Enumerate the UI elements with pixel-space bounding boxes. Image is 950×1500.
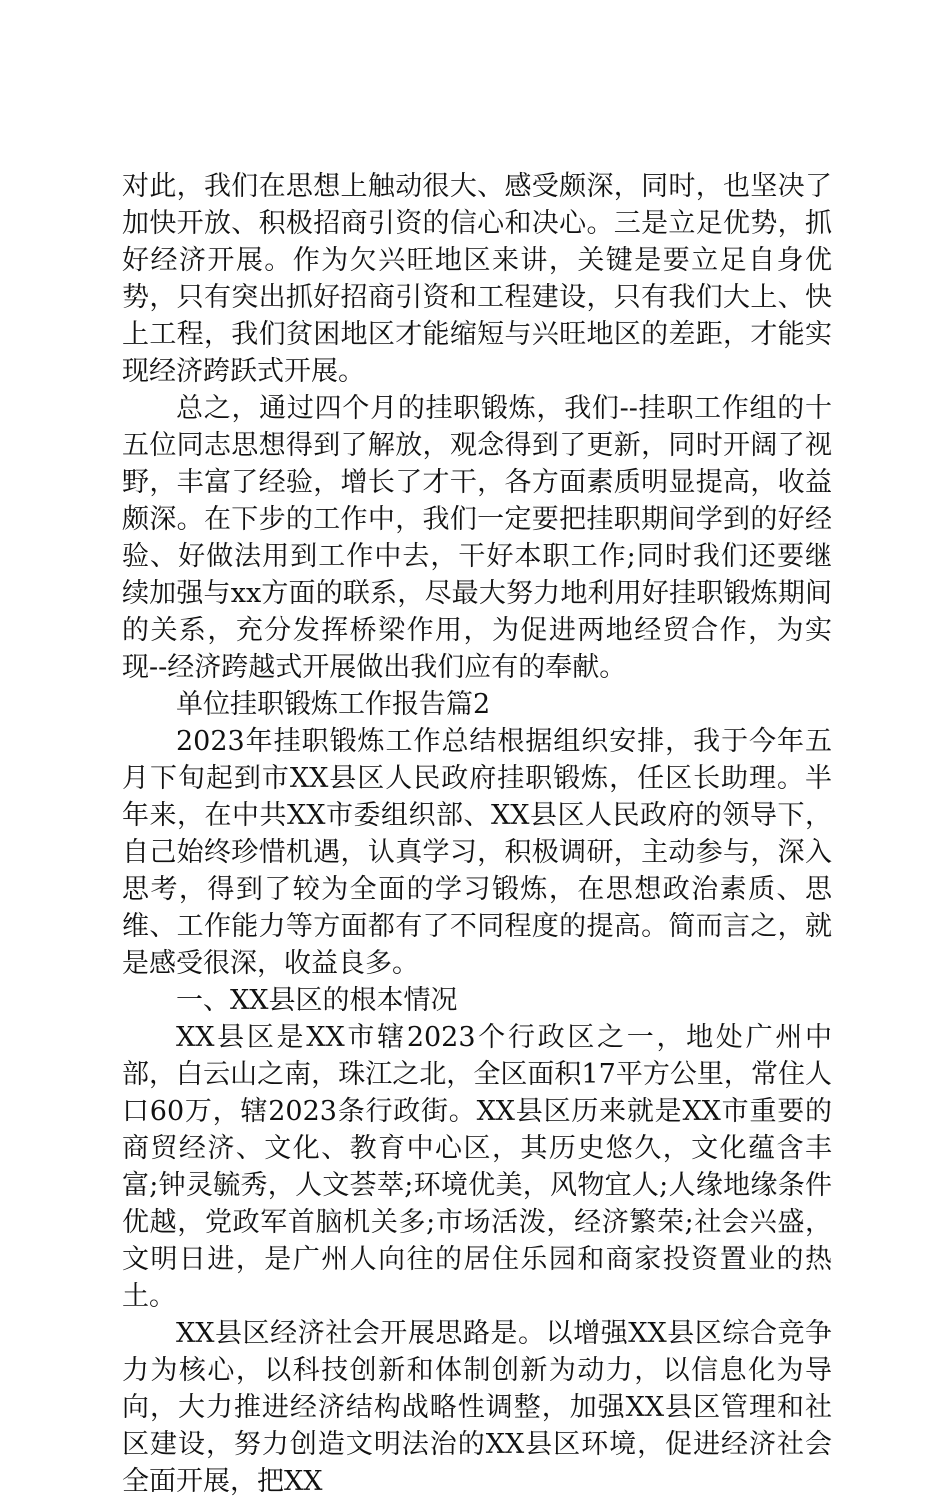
section-heading-basic-situation: 一、XX县区的根本情况 [176, 985, 458, 1016]
paragraph-4: XX县区是XX市辖2023个行政区之一，地处广州中部，白云山之南，珠江之北，全区面积17平方公里，常住人口60万，辖2023条行政街。XX县区历来就是XX市重要的商贸经济、文化、教育中心区，其历史悠久，文化蕴含丰富;钟灵毓秀，人文荟萃;环境优美，风物宜人;人缘地缘条件优越，党政军首脑机关多;市场活泼，经济繁荣;社会兴盛，文明日进，是广州人向往的居住乐园和商家投资置业的热土。 [122, 1022, 832, 1312]
paragraph-1: 对此，我们在思想上触动很大、感受颇深，同时，也坚决了加快开放、积极招商引资的信心和决心。三是立足优势，抓好经济开展。作为欠兴旺地区来讲，关键是要立足自身优势，只有突出抓好招商引资和工程建设，只有我们大上、快上工程，我们贫困地区才能缩短与兴旺地区的差距，才能实现经济跨跃式开展。 [122, 171, 832, 387]
paragraph-3: 2023年挂职锻炼工作总结根据组织安排，我于今年五月下旬起到市XX县区人民政府挂职锻炼，任区长助理。半年来，在中共XX市委组织部、XX县区人民政府的领导下，自己始终珍惜机遇，认真学习，积极调研，主动参与，深入思考，得到了较为全面的学习锻炼，在思想政治素质、思维、工作能力等方面都有了不同程度的提高。简而言之，就是感受很深，收益良多。 [122, 726, 832, 979]
section-heading-report-2: 单位挂职锻炼工作报告篇2 [176, 689, 491, 720]
paragraph-5: XX县区经济社会开展思路是。以增强XX县区综合竞争力为核心，以科技创新和体制创新为动力，以信息化为导向，大力推进经济结构战略性调整，加强XX县区管理和社区建设，努力创造文明法治的XX县区环境，促进经济社会全面开展，把XX [122, 1318, 832, 1497]
paragraph-2: 总之，通过四个月的挂职锻炼，我们--挂职工作组的十五位同志思想得到了解放，观念得到了更新，同时开阔了视野，丰富了经验，增长了才干，各方面素质明显提高，收益颇深。在下步的工作中，我们一定要把挂职期间学到的好经验、好做法用到工作中去，干好本职工作;同时我们还要继续加强与xx方面的联系，尽最大努力地利用好挂职锻炼期间的关系，充分发挥桥梁作用，为促进两地经贸合作，为实现--经济跨越式开展做出我们应有的奉献。 [122, 393, 832, 683]
document-body [122, 168, 832, 1500]
